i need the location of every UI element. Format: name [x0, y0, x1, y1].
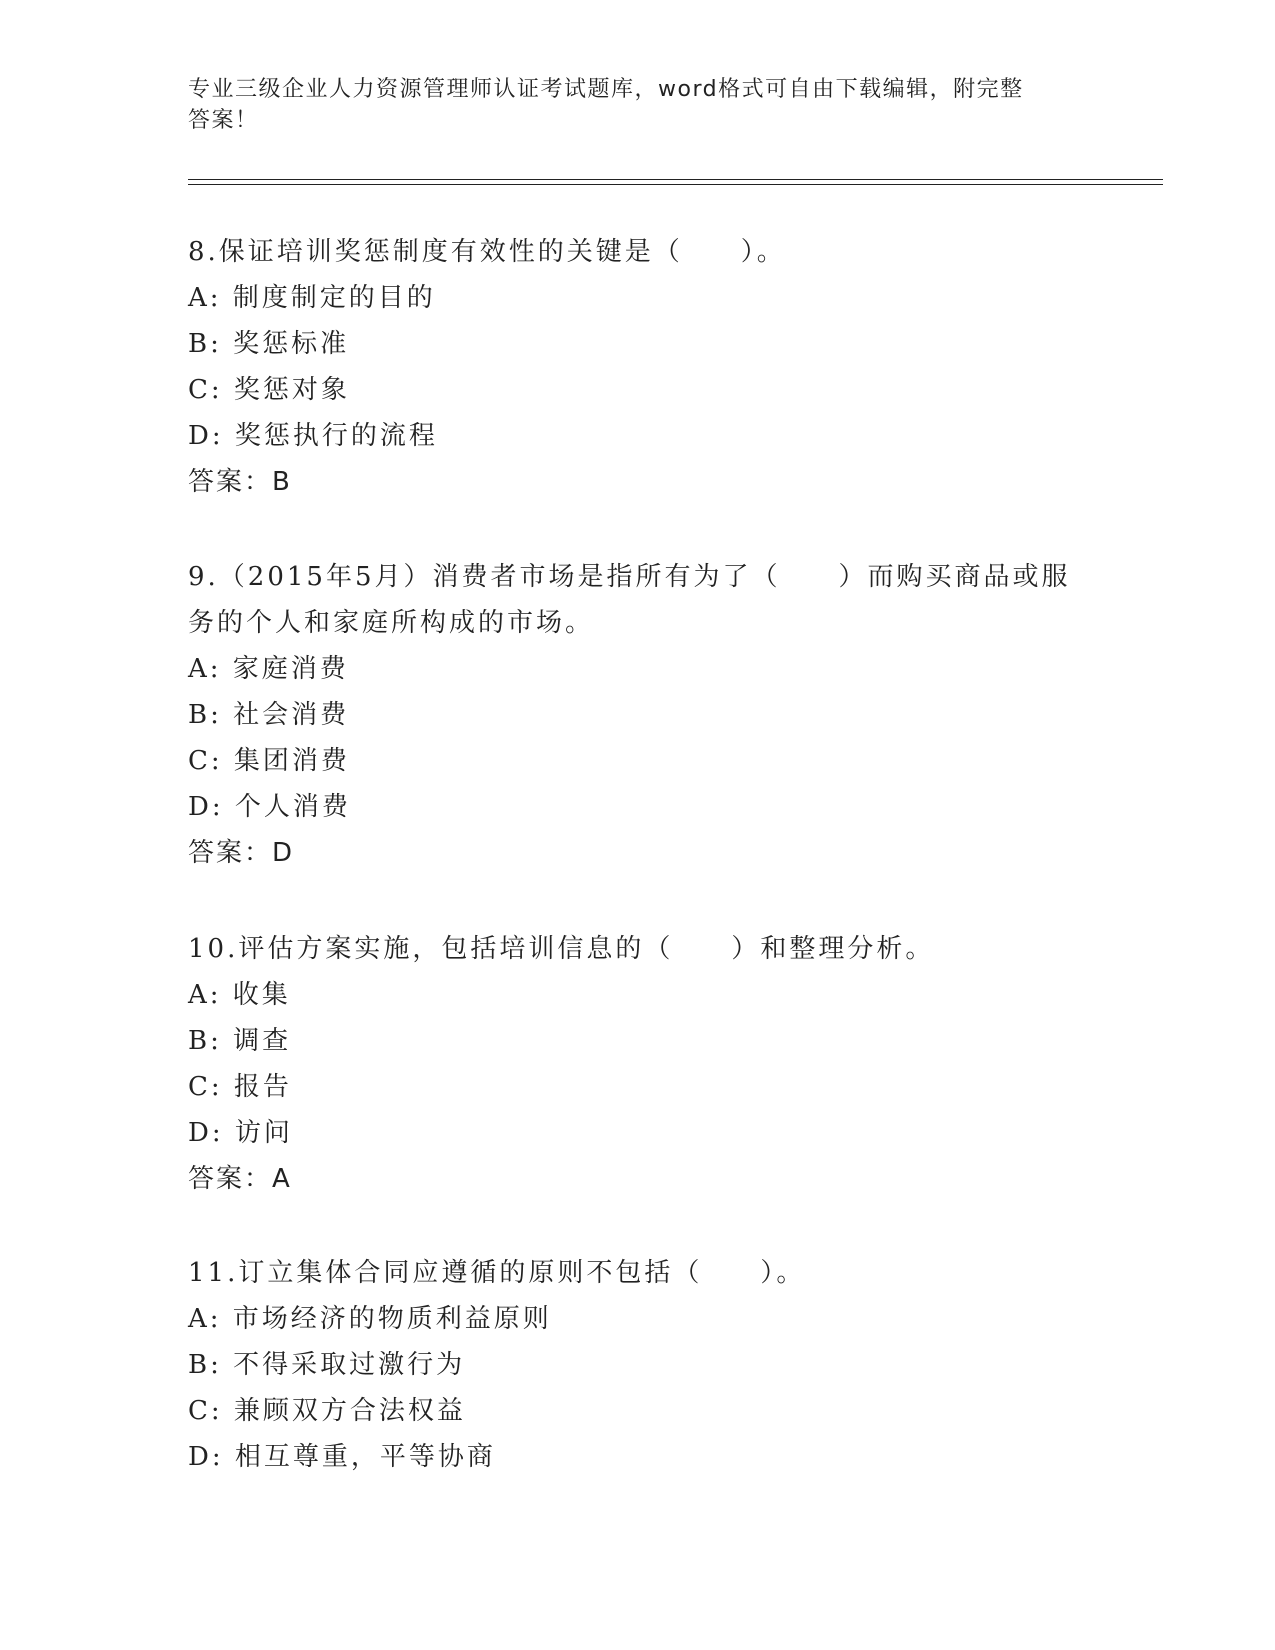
- question-stem-line-2: 务的个人和家庭所构成的市场。: [188, 608, 595, 638]
- option-b: B: 社会消费: [188, 700, 350, 730]
- answer: 答案：B: [188, 467, 292, 497]
- header-divider-bottom: [188, 184, 1163, 185]
- option-a: A: 制度制定的目的: [188, 283, 436, 313]
- option-c: C: 报告: [188, 1072, 292, 1102]
- question-10: [188, 926, 1088, 1202]
- question-8: [188, 229, 1088, 505]
- question-stem-line-1: 9.（2015年5月）消费者市场是指所有为了（ ）而购买商品或服: [188, 562, 1071, 592]
- option-b: B: 调查: [188, 1026, 292, 1056]
- header-line-1: 专业三级企业人力资源管理师认证考试题库，word格式可自由下载编辑，附完整: [188, 77, 1024, 102]
- option-a: A: 收集: [188, 980, 291, 1010]
- option-d: D: 奖惩执行的流程: [188, 421, 438, 451]
- answer: 答案：A: [188, 1164, 292, 1194]
- question-stem: 11.订立集体合同应遵循的原则不包括（ ）。: [188, 1258, 806, 1288]
- option-d: D: 访问: [188, 1118, 293, 1148]
- option-d: D: 相互尊重，平等协商: [188, 1442, 496, 1472]
- question-stem: 10.评估方案实施，包括培训信息的（ ）和整理分析。: [188, 934, 935, 964]
- option-c: C: 奖惩对象: [188, 375, 350, 405]
- option-c: C: 兼顾双方合法权益: [188, 1396, 466, 1426]
- option-a: A: 市场经济的物质利益原则: [188, 1304, 552, 1334]
- question-9: [188, 554, 1088, 876]
- answer: 答案：D: [188, 838, 295, 868]
- header-divider-top: [188, 179, 1163, 180]
- option-c: C: 集团消费: [188, 746, 350, 776]
- question-stem: 8.保证培训奖惩制度有效性的关键是（ ）。: [188, 237, 786, 267]
- question-11: [188, 1250, 1088, 1480]
- header-line-2: 答案！: [188, 108, 259, 133]
- option-a: A: 家庭消费: [188, 654, 349, 684]
- option-b: B: 奖惩标准: [188, 329, 350, 359]
- option-d: D: 个人消费: [188, 792, 351, 822]
- option-b: B: 不得采取过激行为: [188, 1350, 466, 1380]
- document-header: [188, 74, 1088, 136]
